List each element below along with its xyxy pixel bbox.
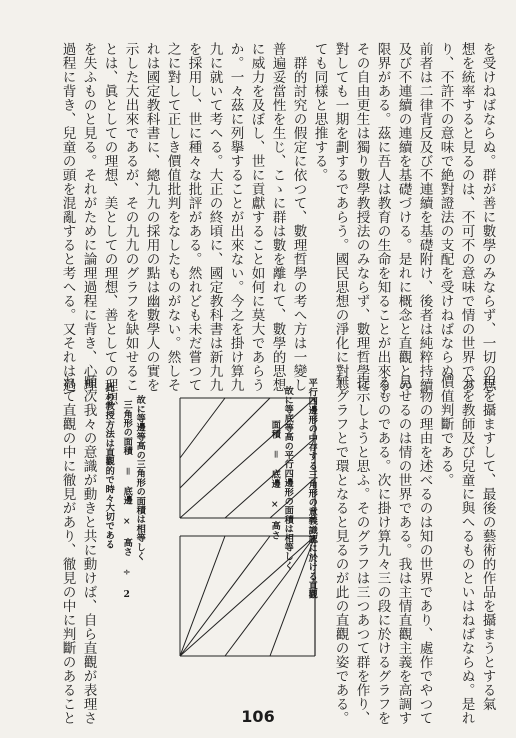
text-column: 提示しようと思ふ。そのグラフは三つあつて群を作り、 (353, 375, 370, 725)
text-column: れて直觀の中に徹見があり、徹見の中に判斷のあること (59, 375, 76, 725)
text-column: れは國定教科書に、總九九の採用の點は幽數學人の實を (143, 42, 160, 392)
text-column: 限界がある。茲に吾人は教育の生命を知ることが出來る。 (374, 42, 391, 406)
text-column: を失ふものと見る。それがために論理過程に背き、心理 (80, 42, 97, 392)
text-column: とは、眞としての理想、美としての理想、善としての理想 (101, 42, 118, 406)
text-column: 群的討究の假定に依つて、數理哲學の考へ方は一變し (290, 56, 307, 392)
text-column: 順次我々の意識が動きと共に動けば、自ら直觀が表理さ (80, 375, 97, 725)
text-column: 物の理由を述べるのは知の世界であり、處作でやつて (416, 389, 433, 725)
text-column: を受けねばならぬ。群が善に數學のみならず、一切の思 (479, 42, 496, 392)
figure-caption: 故に等底等高の平行四邊形の面積は相等しく (282, 386, 294, 570)
figure-caption: 三角形の面積 ＝ 底邊 × 高さ ÷ 2 (121, 400, 133, 601)
text-column: か。一々茲に列擧することが出來ない。今之を掛け算九 (227, 42, 244, 392)
text-column: を採用し、世に種々な批評がある。然れども未だ嘗つて (185, 42, 202, 392)
text-column: 分を教師及び兒童に與へるものといはねばならぬ。是れ (458, 375, 475, 725)
text-column: 及び不連續の連續を基礎づける。是れに概念と直觀との (395, 42, 412, 392)
text-column: り、不許不の意味で絶對證法の支配を受けねばならぬ (437, 42, 454, 378)
text-column: 示した大出來であるが、その九九のグラフを缺如せるこ (122, 42, 139, 392)
text-column: 無グラフとで環となると見るのが此の直觀の姿である。 (332, 375, 349, 725)
triangle-diagram (120, 378, 366, 672)
figure-caption: 平行四邊形の中存する三角形の意義識認に於ける直觀 (306, 378, 318, 599)
text-column: その自由更生は獨り數學教授法のみならず、數理哲學に (353, 42, 370, 392)
multiplication-graph-figure (120, 378, 366, 672)
text-column: るものである。次に掛け算九々三の段に於けるグラフを (374, 375, 391, 725)
figure-caption: 面積 ＝ 底邊 × 高さ (269, 420, 281, 540)
figure-caption: 故に等邊等高の三角形の面積は相等しく (134, 395, 146, 561)
figure-caption: 此の教授方法は直觀的で時々大切である (103, 383, 115, 549)
text-column: 見せるのは情の世界である。我は主情直觀主義を高調す (395, 375, 412, 725)
text-column: 價值判斷である。 (437, 375, 454, 487)
text-column: 程を攝ますして、最後の藝術的作品を攝まうとする氣 (479, 375, 496, 711)
page-number: 106 (241, 707, 275, 726)
text-column: 前者は二律背反及び不連續を基礎附け、後者は純粹持續 (416, 42, 433, 392)
text-column: 過程に背き、兒童の頭を混亂すると考へる。又それは過 (59, 42, 76, 392)
text-column: 普遍妥當性を生じ、こゝに群は數を離れて、數學的思想 (269, 42, 286, 392)
text-column: 想を統率すると見るのは、不可不の意味で情の世界であ (458, 42, 475, 392)
text-column: ても同樣と思推する。 (311, 42, 328, 182)
text-column: に威力を及ぼし、世に貢獻すること如何に莫大であらう (248, 42, 265, 392)
text-column: 九に就いて考へる。大正の終頃に、國定教科書は新九九 (206, 42, 223, 392)
text-column: 之に對して正しき價值批判をなしたものがない。然しそ (164, 42, 181, 392)
text-column: 對しても一期を劃するであらう。國民思想の淨化に對し (332, 42, 349, 392)
